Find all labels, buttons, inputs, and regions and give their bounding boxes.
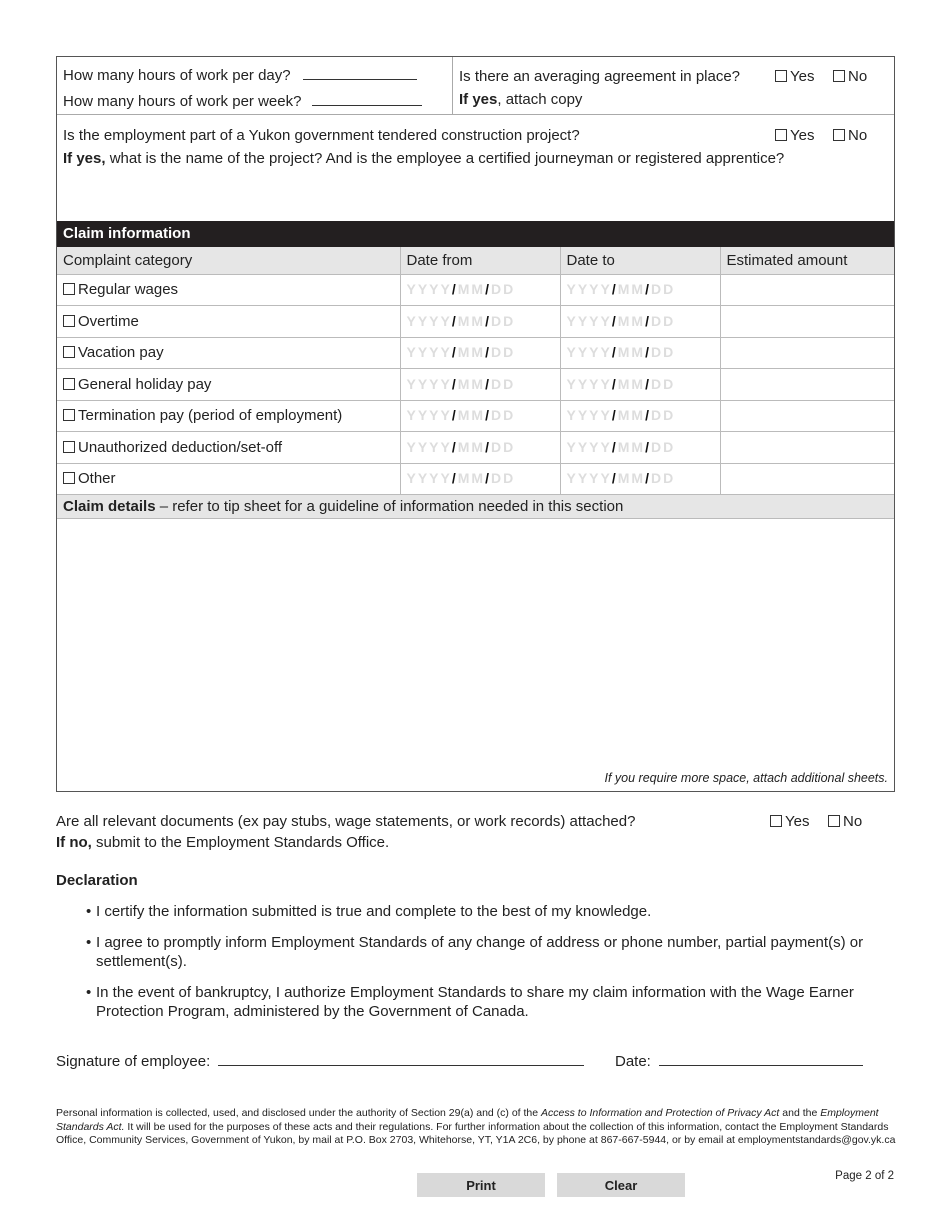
documents-no[interactable]: No [828,811,862,832]
checkbox-icon[interactable] [828,815,840,827]
date-from-field[interactable] [400,274,560,306]
estimated-amount-field[interactable] [720,432,894,464]
date-to-field[interactable] [560,306,720,338]
date-placeholder: YYYY/MM/DD [566,407,676,424]
date-placeholder: YYYY/MM/DD [406,470,516,487]
date-from-field[interactable] [400,432,560,464]
claim-table-header [57,247,894,274]
date-placeholder: YYYY/MM/DD [566,281,676,298]
checkbox-icon[interactable] [63,315,75,327]
col-date-to: Date to [560,247,720,274]
averaging-question: Is there an averaging agreement in place? [459,68,741,85]
complaint-category-cell[interactable] [57,463,400,495]
documents-yes[interactable]: Yes [770,811,809,832]
date-from-field[interactable] [400,337,560,369]
declaration-item: • In the event of bankruptcy, I authorize Employment Standards to share my claim information with the Wage Earner Protection Program, administered by the Government of Canada. [86,983,896,1021]
estimated-amount-field[interactable] [720,337,894,369]
claim-row [57,274,894,306]
complaint-category-label: Regular wages [78,281,179,299]
date-to-field[interactable] [560,463,720,495]
signature-row [56,1052,584,1070]
checkbox-icon[interactable] [833,70,845,82]
privacy-notice: Personal information is collected, used, and disclosed under the authority of Section 29(a) and (c) of the Access to Information and Protection of Privacy Act and the Employment Standards Act. It will be used for the purposes of these acts and their regulations. For further information about the collection of this information, contact the Employment Standards Office, Community Services, Government of Yukon, by mail at P.O. Box 2703, Whitehorse, YT, Y1A 2C6, by phone at 867-667-5944, or by email at employmentstandards@gov.yk.ca [56,1107,896,1146]
hours-week-field[interactable] [312,92,422,106]
documents-instruction: If no, submit to the Employment Standards Office. [56,834,390,851]
claim-row [57,463,894,495]
date-placeholder: YYYY/MM/DD [566,375,676,392]
yukon-yes[interactable]: Yes [775,124,814,147]
declaration-item: • I agree to promptly inform Employment Standards of any change of address or phone number, partial payment(s) or settlement(s). [86,933,896,971]
date-placeholder: YYYY/MM/DD [566,344,676,361]
form-frame [56,56,895,792]
complaint-category-label: Other [78,470,116,488]
date-to-field[interactable] [560,432,720,464]
averaging-cell [453,57,894,114]
checkbox-icon[interactable] [63,378,75,390]
complaint-category-cell[interactable] [57,369,400,401]
date-from-field[interactable] [400,463,560,495]
date-placeholder: YYYY/MM/DD [566,438,676,455]
checkbox-icon[interactable] [775,129,787,141]
claim-table [57,247,894,495]
claim-details-textarea[interactable] [57,519,894,791]
date-to-field[interactable] [560,400,720,432]
hours-day-field[interactable] [303,66,417,80]
claim-row [57,306,894,338]
averaging-yes[interactable]: Yes [775,65,814,88]
yukon-question: Is the employment part of a Yukon government tendered construction project? [63,127,580,144]
estimated-amount-field[interactable] [720,369,894,401]
claim-row [57,432,894,464]
date-placeholder: YYYY/MM/DD [566,312,676,329]
complaint-category-label: Overtime [78,312,139,330]
declaration-list [86,902,896,1033]
estimated-amount-field[interactable] [720,274,894,306]
date-to-field[interactable] [560,337,720,369]
checkbox-icon[interactable] [775,70,787,82]
yukon-no[interactable]: No [833,124,867,147]
complaint-category-label: Unauthorized deduction/set-off [78,438,283,456]
clear-button[interactable]: Clear [557,1173,685,1197]
complaint-category-cell[interactable] [57,400,400,432]
hours-cell [57,57,453,114]
print-button[interactable]: Print [417,1173,545,1197]
claim-information-header: Claim information [57,221,894,247]
col-date-from: Date from [400,247,560,274]
checkbox-icon[interactable] [770,815,782,827]
estimated-amount-field[interactable] [720,400,894,432]
signature-field[interactable] [218,1052,584,1066]
documents-question: Are all relevant documents (ex pay stubs, wage statements, or work records) attached? [56,813,636,830]
hours-row [57,57,894,115]
declaration-title: Declaration [56,872,138,889]
averaging-no[interactable]: No [833,65,867,88]
documents-question-block [56,811,895,853]
complaint-category-label: Termination pay (period of employment) [78,407,343,425]
date-placeholder: YYYY/MM/DD [406,344,516,361]
hours-day-label: How many hours of work per day? [63,67,291,84]
complaint-category-label: Vacation pay [78,344,164,362]
complaint-category-cell[interactable] [57,274,400,306]
col-estimated-amount: Estimated amount [720,247,894,274]
complaint-category-label: General holiday pay [78,375,212,393]
date-placeholder: YYYY/MM/DD [406,407,516,424]
yukon-project-row [57,115,894,221]
averaging-instruction: If yes, attach copy [459,91,583,108]
date-placeholder: YYYY/MM/DD [406,312,516,329]
date-from-field[interactable] [400,306,560,338]
details-note: If you require more space, attach additional sheets. [604,771,888,785]
signature-label: Signature of employee: [56,1053,211,1070]
date-to-field[interactable] [560,369,720,401]
date-field[interactable] [659,1052,863,1066]
checkbox-icon[interactable] [63,283,75,295]
estimated-amount-field[interactable] [720,463,894,495]
claim-row [57,400,894,432]
date-from-field[interactable] [400,369,560,401]
date-row [615,1052,863,1070]
checkbox-icon[interactable] [63,472,75,484]
declaration-item: • I certify the information submitted is true and complete to the best of my knowledge. [86,902,896,921]
checkbox-icon[interactable] [833,129,845,141]
date-placeholder: YYYY/MM/DD [566,470,676,487]
checkbox-icon[interactable] [63,409,75,421]
checkbox-icon[interactable] [63,346,75,358]
col-complaint-category: Complaint category [57,247,400,274]
complaint-category-cell[interactable] [57,306,400,338]
claim-row [57,369,894,401]
claim-row [57,337,894,369]
date-label: Date: [615,1053,651,1070]
complaint-category-cell[interactable] [57,432,400,464]
date-to-field[interactable] [560,274,720,306]
page-number: Page 2 of 2 [835,1170,894,1182]
yukon-instruction: If yes, what is the name of the project? And is the employee a certified journeyman or registered apprentice? [63,150,785,167]
complaint-category-cell[interactable] [57,337,400,369]
checkbox-icon[interactable] [63,441,75,453]
claim-details-header: Claim details – refer to tip sheet for a guideline of information needed in this section [57,495,894,519]
date-placeholder: YYYY/MM/DD [406,375,516,392]
estimated-amount-field[interactable] [720,306,894,338]
date-placeholder: YYYY/MM/DD [406,438,516,455]
hours-week-label: How many hours of work per week? [63,93,302,110]
date-from-field[interactable] [400,400,560,432]
date-placeholder: YYYY/MM/DD [406,281,516,298]
